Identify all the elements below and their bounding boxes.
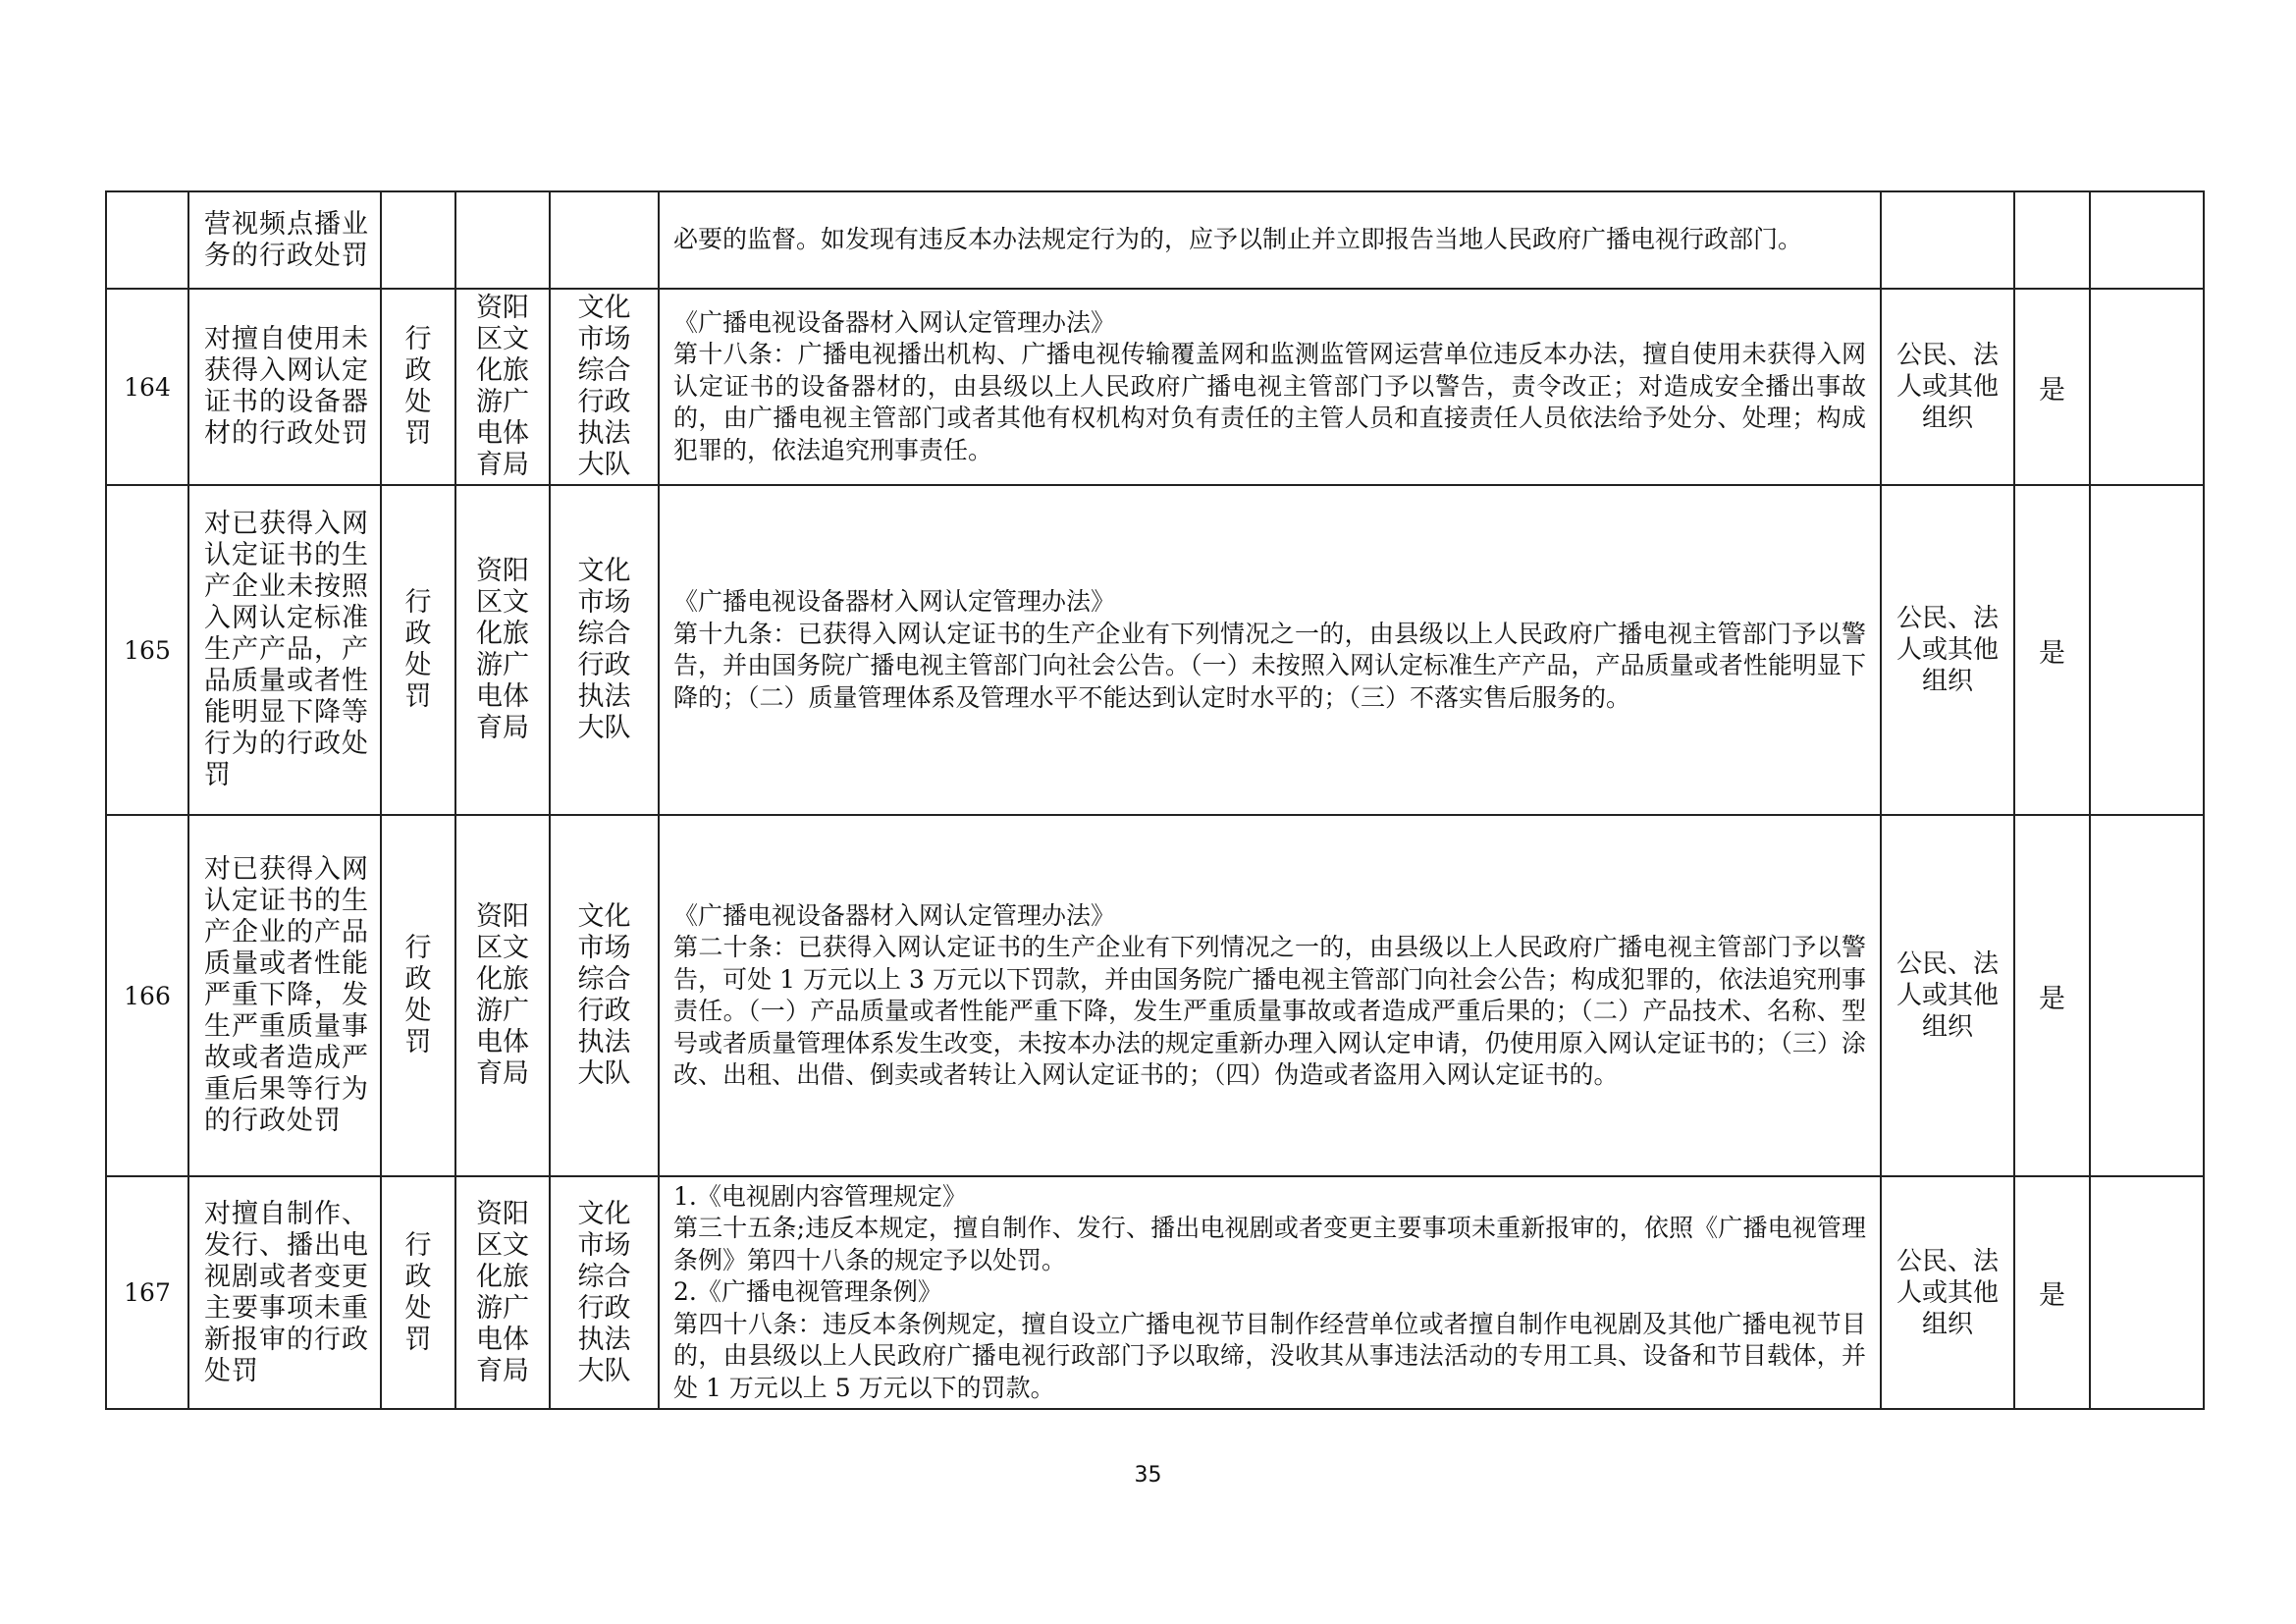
yes-flag: 是 xyxy=(2014,815,2090,1176)
page-number: 35 xyxy=(1134,1463,1162,1488)
item-number: 167 xyxy=(106,1176,188,1409)
remarks-cell xyxy=(2090,1176,2204,1409)
remarks-cell xyxy=(2090,289,2204,485)
target-object: 公民、法人或其他组织 xyxy=(1881,485,2014,815)
executing-unit: 文化市场综合行政执法大队 xyxy=(550,815,659,1176)
item-name: 对已获得入网认定证书的生产企业的产品质量或者性能严重下降，发生严重质量事故或者造成严重后果等行为的行政处罚 xyxy=(188,815,381,1176)
implementing-department: 资阳区文化旅游广电体育局 xyxy=(455,1176,550,1409)
target-object: 公民、法人或其他组织 xyxy=(1881,1176,2014,1409)
legal-basis-line: 必要的监督。如发现有违反本办法规定行为的，应予以制止并立即报告当地人民政府广播电视行政部门。 xyxy=(673,225,1803,254)
legal-basis xyxy=(659,289,1881,485)
implementing-department: 资阳区文化旅游广电体育局 xyxy=(455,289,550,485)
item-type: 行政处罚 xyxy=(381,1176,455,1409)
legal-basis-line: 第四十八条：违反本条例规定，擅自设立广播电视节目制作经营单位或者擅自制作电视剧及其他广播电视节目的，由县级以上人民政府广播电视行政部门予以取缔，没收其从事违法活动的专用工具、设备和节目载体，并处 1 万元以上 5 万元以下的罚款。 xyxy=(673,1309,1866,1402)
implementing-department: 资阳区文化旅游广电体育局 xyxy=(455,815,550,1176)
legal-basis-line: 第十八条：广播电视播出机构、广播电视传输覆盖网和监测监管网运营单位违反本办法，擅自使用未获得入网认定证书的设备器材的，由县级以上人民政府广播电视主管部门予以警告，责令改正；对造成安全播出事故的，由广播电视主管部门或者其他有权机构对负有责任的主管人员和直接责任人员依法给予处分、处理；构成犯罪的，依法追究刑事责任。 xyxy=(673,340,1866,464)
yes-flag: 是 xyxy=(2014,289,2090,485)
yes-flag: 是 xyxy=(2014,1176,2090,1409)
remarks-cell xyxy=(2090,191,2204,289)
legal-basis xyxy=(659,815,1881,1176)
table-row xyxy=(106,485,2204,815)
item-name: 营视频点播业务的行政处罚 xyxy=(188,191,381,289)
item-name: 对擅自使用未获得入网认定证书的设备器材的行政处罚 xyxy=(188,289,381,485)
target-object xyxy=(1881,191,2014,289)
legal-basis-line: 《广播电视设备器材入网认定管理办法》 xyxy=(673,307,1116,337)
item-type: 行政处罚 xyxy=(381,289,455,485)
legal-basis-line: 2.《广播电视管理条例》 xyxy=(673,1277,942,1307)
target-object: 公民、法人或其他组织 xyxy=(1881,289,2014,485)
table-row xyxy=(106,815,2204,1176)
enforcement-items-table xyxy=(105,190,2205,1410)
item-name: 对已获得入网认定证书的生产企业未按照入网认定标准生产产品，产品质量或者性能明显下降等行为的行政处罚 xyxy=(188,485,381,815)
remarks-cell xyxy=(2090,815,2204,1176)
executing-unit: 文化市场综合行政执法大队 xyxy=(550,485,659,815)
item-type: 行政处罚 xyxy=(381,485,455,815)
yes-flag xyxy=(2014,191,2090,289)
item-name: 对擅自制作、发行、播出电视剧或者变更主要事项未重新报审的行政处罚 xyxy=(188,1176,381,1409)
implementing-department: 资阳区文化旅游广电体育局 xyxy=(455,485,550,815)
item-type: 行政处罚 xyxy=(381,815,455,1176)
legal-basis xyxy=(659,191,1881,289)
implementing-department xyxy=(455,191,550,289)
target-object: 公民、法人或其他组织 xyxy=(1881,815,2014,1176)
legal-basis xyxy=(659,1176,1881,1409)
item-number: 166 xyxy=(106,815,188,1176)
table-row xyxy=(106,191,2204,289)
executing-unit xyxy=(550,191,659,289)
legal-basis xyxy=(659,485,1881,815)
item-number: 164 xyxy=(106,289,188,485)
remarks-cell xyxy=(2090,485,2204,815)
item-number: 165 xyxy=(106,485,188,815)
table-row xyxy=(106,1176,2204,1409)
executing-unit: 文化市场综合行政执法大队 xyxy=(550,289,659,485)
yes-flag: 是 xyxy=(2014,485,2090,815)
item-number xyxy=(106,191,188,289)
legal-basis-line: 《广播电视设备器材入网认定管理办法》 xyxy=(673,900,1116,930)
legal-basis-line: 第二十条：已获得入网认定证书的生产企业有下列情况之一的，由县级以上人民政府广播电视主管部门予以警告，可处 1 万元以上 3 万元以下罚款，并由国务院广播电视主管部门向社会公告；构成犯罪的，依法追究刑事责任。（一）产品质量或者性能严重下降，发生严重质量事故或者造成严重后果的；（二）产品技术、名称、型号或者质量管理体系发生改变，未按本办法的规定重新办理入网认定申请，仍使用原入网认定证书的；（三）涂改、出租、出借、倒卖或者转让入网认定证书的；（四）伪造或者盗用入网认定证书的。 xyxy=(673,933,1866,1089)
executing-unit: 文化市场综合行政执法大队 xyxy=(550,1176,659,1409)
legal-basis-line: 《广播电视设备器材入网认定管理办法》 xyxy=(673,587,1116,616)
table-row xyxy=(106,289,2204,485)
legal-basis-line: 第十九条：已获得入网认定证书的生产企业有下列情况之一的，由县级以上人民政府广播电视主管部门予以警告，并由国务院广播电视主管部门向社会公告。（一）未按照入网认定标准生产产品，产品质量或者性能明显下降的；（二）质量管理体系及管理水平不能达到认定时水平的；（三）不落实售后服务的。 xyxy=(673,619,1866,712)
legal-basis-line: 第三十五条;违反本规定，擅自制作、发行、播出电视剧或者变更主要事项未重新报审的，依照《广播电视管理条例》第四十八条的规定予以处罚。 xyxy=(673,1214,1866,1274)
legal-basis-line: 1.《电视剧内容管理规定》 xyxy=(673,1181,967,1211)
item-type xyxy=(381,191,455,289)
